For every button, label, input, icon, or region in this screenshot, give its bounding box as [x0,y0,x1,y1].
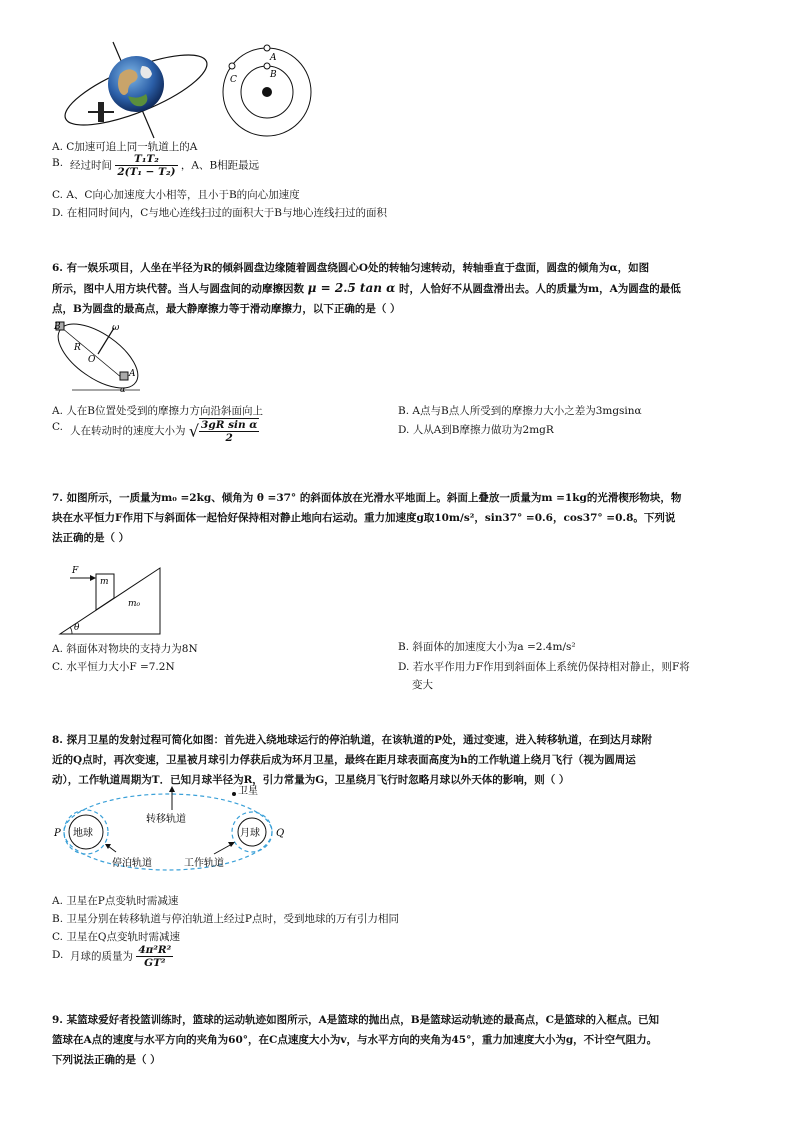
label-q: Q [276,828,285,839]
stem-line: 动），工作轨道周期为T．已知月球半径为R，引力常量为G，卫星绕月飞行时忽略月球以外天体的影响，则（ ） [52,774,570,786]
stem-line: 下列说法正确的是（ ） [52,1054,161,1066]
friction-formula: μ = 2.5 tan α [307,281,396,295]
q7-stem [52,488,742,548]
time-fraction [115,153,177,178]
q6-option-b: B. A点与B点人所受到的摩擦力大小之差为3mgsinα [398,405,642,417]
q5-option-a: A. C加速可追上同一轨道上的A [52,141,198,153]
q7-option-d: D. 若水平作用力F作用到斜面体上系统仍保持相对静止，则F将 [398,661,690,673]
incline-wedge-figure [58,564,168,638]
label-satellite: 卫星 [238,786,258,797]
label-b: B [54,322,61,332]
option-text: ，A、B相距最远 [180,159,260,172]
label-moon: 月球 [240,828,260,839]
q5-option-c: C. A、C向心加速度大小相等，且小于B的向心加速度 [52,189,300,201]
label-p: P [54,828,61,839]
label-r: R [74,343,81,353]
stem-line: 块在水平恒力F作用下与斜面体一起恰好保持相对静止地向右运动。重力加速度g取10m/s²，sin37° =0.6，cos37° =0.8。下列说 [52,512,676,524]
stem-line: 6. 有一娱乐项目，人坐在半径为R的倾斜圆盘边缘随着圆盘绕圆心O处的转轴匀速转动，转轴垂直于盘面，圆盘的倾角为α，如图 [52,262,650,274]
option-text: 人在转动时的速度大小为 [70,425,186,437]
label-o: O [88,355,96,365]
three-satellite-orbit-figure [222,40,312,140]
q6-option-d: D. 人从A到B摩擦力做功为2mgR [398,424,554,436]
fraction-denominator: GT² [144,957,166,969]
stem-line: 法正确的是（ ） [52,532,130,544]
stem-line: 9. 某篮球爱好者投篮训练时，篮球的运动轨迹如图所示，A是篮球的抛出点，B是篮球运动轨迹的最高点，C是篮球的入框点。已知 [52,1014,659,1026]
label-b: B [270,70,277,80]
label-earth: 地球 [73,828,93,839]
q7-option-b: B. 斜面体的加速度大小为a =2.4m/s² [398,641,576,653]
q6-option-c-prefix: C. [52,421,63,433]
fraction-numerator: T₁T₂ [115,153,177,166]
lunar-transfer-figure [52,780,292,884]
option-text: 经过时间 [70,159,112,172]
q6-option-c [70,418,259,444]
label-theta: θ [74,623,80,633]
option-prefix: B. [52,157,64,169]
q5-option-b-body [70,153,259,178]
central-body-icon [262,87,272,97]
q5-option-d: D. 在相同时间内，C与地心连线扫过的面积大于B与地心连线扫过的面积 [52,207,387,219]
q6-option-a: A. 人在B位置处受到的摩擦力方向沿斜面向上 [52,405,263,417]
stem-line: 篮球在A点的速度与水平方向的夹角为60°，在C点速度大小为v，与水平方向的夹角为45°，重力加速度大小为g，不计空气阻力。 [52,1034,658,1046]
label-transfer-orbit: 转移轨道 [146,814,186,825]
q9-stem [52,1010,742,1070]
stem-line: 8. 探月卫星的发射过程可简化如图：首先进入绕地球运行的停泊轨道，在该轨道的P处，通过变速，进入转移轨道，在到达月球附 [52,734,653,746]
q7-option-c: C. 水平恒力大小F =7.2N [52,661,175,673]
q7-option-d-cont: 变大 [412,679,433,691]
earth-orbit-figure [58,40,208,140]
stem-line: 近的Q点时，再次变速，卫星被月球引力俘获后成为环月卫星，最终在距月球表面高度为h的工作轨道上绕月飞行（视为圆周运 [52,754,636,766]
q8-option-b: B. 卫星分别在转移轨道与停泊轨道上经过P点时，受到地球的万有引力相同 [52,913,399,925]
label-working-orbit: 工作轨道 [184,858,224,869]
label-m0: m₀ [128,599,141,609]
stem-line [52,278,742,299]
satellite-icon [232,792,236,796]
q8-option-d [70,944,173,969]
label-m: m [100,577,109,587]
mass-fraction [136,944,173,969]
label-c: C [230,75,237,85]
label-f: F [72,566,79,576]
label-a: A [270,53,277,63]
label-omega: ω [112,323,120,333]
label-parking-orbit: 停泊轨道 [112,858,152,869]
q8-option-a: A. 卫星在P点变轨时需减速 [52,895,179,907]
q7-option-a: A. 斜面体对物块的支持力为8N [52,643,198,655]
label-alpha: α [120,385,126,394]
sqrt-icon: √ [188,421,200,441]
fraction-denominator: 2 [225,432,233,444]
fraction-numerator: 3gR sin α [201,419,258,431]
stem-text: 时，人恰好不从圆盘滑出去。人的质量为m，A为圆盘的最低 [399,283,681,295]
label-a: A [129,369,136,379]
q5-option-b [52,156,63,170]
stem-line: 点，B为圆盘的最高点，最大静摩擦力等于滑动摩擦力，以下正确的是（ ） [52,303,401,315]
fraction-denominator: 2(T₁ − T₂) [117,166,176,178]
stem-text: 所示，图中人用方块代替。当人与圆盘间的动摩擦因数 [52,283,304,295]
speed-fraction [199,418,259,444]
stem-line: 7. 如图所示，一质量为m₀ =2kg、倾角为 θ =37° 的斜面体放在光滑水平地面上。斜面上叠放一质量为m =1kg的光滑楔形物块，物 [52,492,682,504]
option-text: 月球的质量为 [70,950,133,963]
q6-stem [52,258,742,319]
tilted-disk-figure [52,318,152,396]
q8-option-c: C. 卫星在Q点变轨时需减速 [52,931,180,943]
q8-option-d-prefix: D. [52,949,64,961]
fraction-numerator: 4π²R² [138,944,172,956]
